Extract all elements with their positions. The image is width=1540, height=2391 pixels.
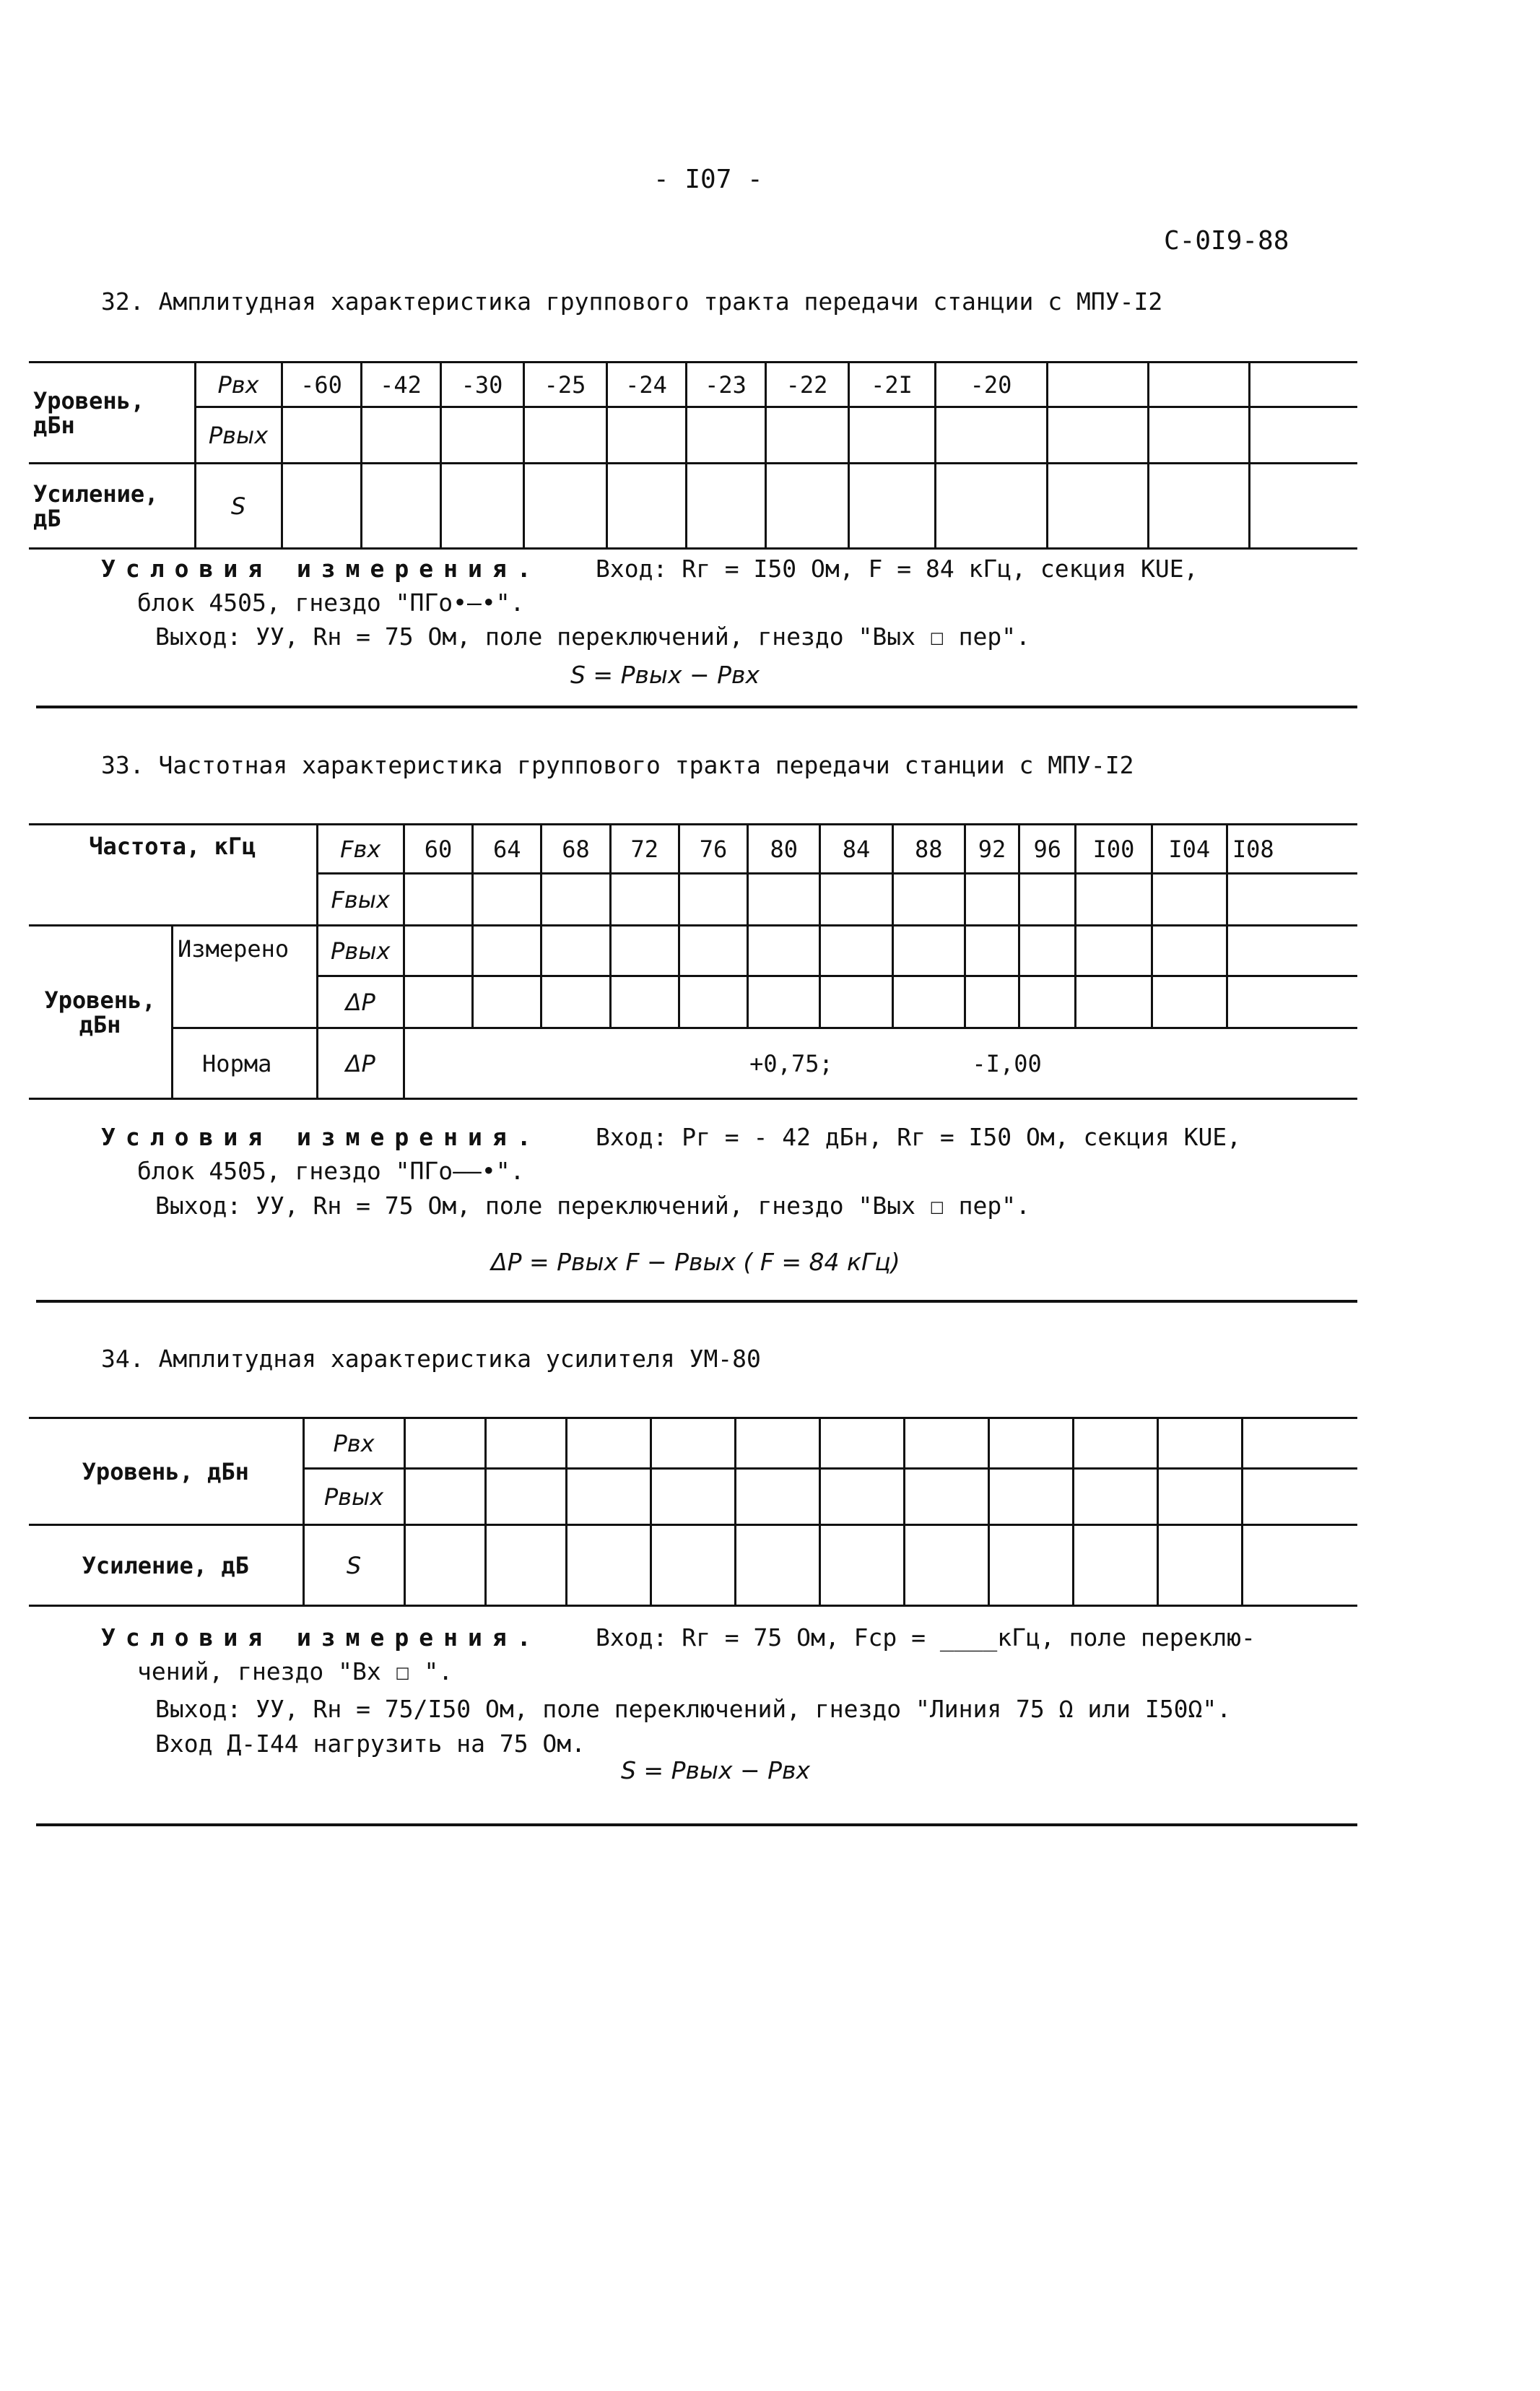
section-34-conditions-line2: чений, гнездо "Вх ☐ ". bbox=[137, 1657, 453, 1685]
output-cell bbox=[1073, 1469, 1157, 1525]
output-level-cell bbox=[1148, 407, 1249, 464]
p-out-cell bbox=[610, 926, 679, 976]
p-out-cell bbox=[679, 926, 747, 976]
input-cell bbox=[485, 1418, 566, 1469]
p-out-cell bbox=[748, 926, 820, 976]
measured-label: Измерено bbox=[173, 926, 318, 1028]
section-33-divider bbox=[36, 1300, 1357, 1303]
output-level-cell bbox=[1249, 407, 1357, 464]
f-out-cell bbox=[679, 874, 747, 926]
gain-cell bbox=[904, 1525, 988, 1606]
gain-cell bbox=[848, 464, 935, 549]
input-level-cell: -23 bbox=[686, 363, 765, 407]
delta-p-cell bbox=[404, 976, 472, 1028]
f-in-symbol: Fвх bbox=[317, 825, 404, 874]
frequency-cell: I04 bbox=[1152, 825, 1227, 874]
output-level-cell bbox=[523, 407, 606, 464]
f-out-cell bbox=[1019, 874, 1076, 926]
frequency-cell: 92 bbox=[965, 825, 1019, 874]
delta-p-symbol: ΔP bbox=[317, 976, 404, 1028]
delta-p-cell bbox=[965, 976, 1019, 1028]
output-level-cell bbox=[361, 407, 440, 464]
gain-cell bbox=[523, 464, 606, 549]
p-out-cell bbox=[404, 926, 472, 976]
section-32-conditions-line2: блок 4505, гнездо "ПГо•—•". bbox=[137, 589, 525, 617]
p-out-symbol: Pвых bbox=[317, 926, 404, 976]
input-level-cell: -2I bbox=[848, 363, 935, 407]
output-level-cell bbox=[440, 407, 523, 464]
frequency-cell: 80 bbox=[748, 825, 820, 874]
section-34-conditions-line4: Вход Д-I44 нагрузить на 75 Ом. bbox=[155, 1730, 586, 1758]
p-out-cell bbox=[1076, 926, 1152, 976]
input-cell bbox=[735, 1418, 819, 1469]
f-out-cell bbox=[748, 874, 820, 926]
input-cell bbox=[651, 1418, 735, 1469]
output-cell bbox=[735, 1469, 819, 1525]
input-level-cell bbox=[1249, 363, 1357, 407]
section-32-conditions-line1: Вход: Rг = I50 Ом, F = 84 кГц, секция KUE, bbox=[596, 555, 1198, 583]
input-level-cell: -30 bbox=[440, 363, 523, 407]
input-level-cell: -42 bbox=[361, 363, 440, 407]
frequency-cell: I08 bbox=[1227, 825, 1357, 874]
input-level-cell: -25 bbox=[523, 363, 606, 407]
frequency-cell: I00 bbox=[1076, 825, 1152, 874]
f-out-cell bbox=[820, 874, 892, 926]
f-out-cell bbox=[892, 874, 965, 926]
frequency-cell: 96 bbox=[1019, 825, 1076, 874]
delta-p-cell bbox=[473, 976, 541, 1028]
f-out-cell bbox=[473, 874, 541, 926]
page-number: - I07 - bbox=[653, 165, 763, 194]
section-32-conditions-heading: Условия измерения. bbox=[101, 555, 541, 583]
section-33-formula: ΔP = Pвых F − Pвых ( F = 84 кГц) bbox=[491, 1248, 900, 1276]
gain-cell bbox=[485, 1525, 566, 1606]
frequency-cell: 84 bbox=[820, 825, 892, 874]
output-cell bbox=[1157, 1469, 1242, 1525]
input-level-cell bbox=[1148, 363, 1249, 407]
gain-cell bbox=[1148, 464, 1249, 549]
delta-p-cell bbox=[892, 976, 965, 1028]
frequency-cell: 64 bbox=[473, 825, 541, 874]
output-level-cell bbox=[282, 407, 361, 464]
output-cell bbox=[819, 1469, 904, 1525]
gain-cell bbox=[735, 1525, 819, 1606]
output-cell bbox=[988, 1469, 1073, 1525]
frequency-cell: 76 bbox=[679, 825, 747, 874]
frequency-cell: 88 bbox=[892, 825, 965, 874]
delta-p-cell bbox=[1227, 976, 1357, 1028]
output-level-cell bbox=[606, 407, 686, 464]
delta-p-cell bbox=[1152, 976, 1227, 1028]
delta-p-cell bbox=[820, 976, 892, 1028]
gain-cell bbox=[361, 464, 440, 549]
f-out-cell bbox=[1076, 874, 1152, 926]
section-33-conditions-line3: Выход: УУ, Rн = 75 Ом, поле переключений, гнездо "Вых ☐ пер". bbox=[155, 1192, 1030, 1220]
section-32-table bbox=[29, 361, 1357, 550]
gain-cell bbox=[651, 1525, 735, 1606]
document-code: С-0I9-88 bbox=[1164, 226, 1289, 256]
section-32-conditions-line3: Выход: УУ, Rн = 75 Ом, поле переключений, гнездо "Вых ☐ пер". bbox=[155, 622, 1030, 651]
gain-row-label: Усиление, дБ bbox=[29, 464, 195, 549]
output-cell bbox=[1242, 1469, 1357, 1525]
section-33-conditions-heading: Условия измерения. bbox=[101, 1123, 541, 1151]
output-level-cell bbox=[1047, 407, 1148, 464]
section-32-formula: S = Pвых − Pвх bbox=[570, 661, 760, 689]
section-34-conditions-heading: Условия измерения. bbox=[101, 1623, 541, 1652]
output-level-cell bbox=[686, 407, 765, 464]
delta-p-cell bbox=[541, 976, 610, 1028]
input-level-cell: -24 bbox=[606, 363, 686, 407]
section-34-formula: S = Pвых − Pвх bbox=[621, 1756, 811, 1784]
input-cell bbox=[1157, 1418, 1242, 1469]
f-out-cell bbox=[404, 874, 472, 926]
norm-value: +0,75; -I,00 bbox=[404, 1028, 1357, 1099]
p-out-cell bbox=[892, 926, 965, 976]
input-level-cell bbox=[1047, 363, 1148, 407]
frequency-label: Частота, кГц bbox=[29, 825, 317, 926]
level-row-label: Уровень, дБн bbox=[29, 363, 195, 464]
input-cell bbox=[566, 1418, 651, 1469]
section-33-conditions-line2: блок 4505, гнездо "ПГо——•". bbox=[137, 1157, 525, 1185]
section-34-conditions-line3: Выход: УУ, Rн = 75/I50 Ом, поле переключений, гнездо "Линия 75 Ω или I50Ω". bbox=[155, 1695, 1232, 1723]
input-cell bbox=[404, 1418, 485, 1469]
gain-cell bbox=[935, 464, 1047, 549]
section-34-conditions-line1: Вход: Rг = 75 Ом, Fср = ____кГц, поле переклю- bbox=[596, 1623, 1256, 1652]
p-out-cell bbox=[1152, 926, 1227, 976]
section-33-conditions-line1: Вход: Pг = - 42 дБн, Rг = I50 Ом, секция KUE, bbox=[596, 1123, 1242, 1151]
p-out-symbol: Pвых bbox=[303, 1469, 404, 1525]
input-cell bbox=[988, 1418, 1073, 1469]
p-out-cell bbox=[1019, 926, 1076, 976]
gain-cell bbox=[1047, 464, 1148, 549]
delta-p-cell bbox=[679, 976, 747, 1028]
p-out-cell bbox=[473, 926, 541, 976]
output-cell bbox=[566, 1469, 651, 1525]
p-in-symbol: Pвх bbox=[303, 1418, 404, 1469]
section-34-divider bbox=[36, 1823, 1357, 1826]
f-out-cell bbox=[965, 874, 1019, 926]
f-out-cell bbox=[1152, 874, 1227, 926]
gain-cell bbox=[282, 464, 361, 549]
gain-symbol: S bbox=[195, 464, 282, 549]
output-cell bbox=[904, 1469, 988, 1525]
output-cell bbox=[404, 1469, 485, 1525]
delta-p-norm-symbol: ΔP bbox=[317, 1028, 404, 1099]
gain-cell bbox=[686, 464, 765, 549]
f-out-cell bbox=[1227, 874, 1357, 926]
output-level-cell bbox=[848, 407, 935, 464]
input-cell bbox=[1242, 1418, 1357, 1469]
p-out-symbol: Pвых bbox=[195, 407, 282, 464]
gain-cell bbox=[819, 1525, 904, 1606]
delta-p-cell bbox=[610, 976, 679, 1028]
output-cell bbox=[485, 1469, 566, 1525]
p-in-symbol: Pвх bbox=[195, 363, 282, 407]
delta-p-cell bbox=[1019, 976, 1076, 1028]
input-cell bbox=[819, 1418, 904, 1469]
level-label: Уровень, дБн bbox=[29, 1418, 303, 1525]
frequency-cell: 60 bbox=[404, 825, 472, 874]
p-out-cell bbox=[965, 926, 1019, 976]
gain-cell bbox=[440, 464, 523, 549]
delta-p-cell bbox=[748, 976, 820, 1028]
gain-symbol: S bbox=[303, 1525, 404, 1606]
gain-cell bbox=[988, 1525, 1073, 1606]
output-level-cell bbox=[935, 407, 1047, 464]
gain-label: Усиление, дБ bbox=[29, 1525, 303, 1606]
section-32-divider bbox=[36, 706, 1357, 708]
gain-cell bbox=[566, 1525, 651, 1606]
f-out-cell bbox=[541, 874, 610, 926]
gain-cell bbox=[765, 464, 848, 549]
p-out-cell bbox=[820, 926, 892, 976]
frequency-cell: 68 bbox=[541, 825, 610, 874]
level-label: Уровень, дБн bbox=[29, 926, 173, 1099]
delta-p-cell bbox=[1076, 976, 1152, 1028]
frequency-cell: 72 bbox=[610, 825, 679, 874]
input-level-cell: -22 bbox=[765, 363, 848, 407]
section-33-title: 33. Частотная характеристика группового тракта передачи станции с МПУ-I2 bbox=[101, 751, 1134, 779]
section-34-table bbox=[29, 1417, 1357, 1607]
norm-label: Норма bbox=[173, 1028, 318, 1099]
gain-cell bbox=[1249, 464, 1357, 549]
gain-cell bbox=[404, 1525, 485, 1606]
f-out-symbol: Fвых bbox=[317, 874, 404, 926]
section-32-title: 32. Амплитудная характеристика группового тракта передачи станции с МПУ-I2 bbox=[101, 287, 1163, 316]
section-34-title: 34. Амплитудная характеристика усилителя УМ-80 bbox=[101, 1345, 761, 1373]
output-level-cell bbox=[765, 407, 848, 464]
input-level-cell: -20 bbox=[935, 363, 1047, 407]
gain-cell bbox=[1073, 1525, 1157, 1606]
output-cell bbox=[651, 1469, 735, 1525]
p-out-cell bbox=[1227, 926, 1357, 976]
f-out-cell bbox=[610, 874, 679, 926]
input-cell bbox=[904, 1418, 988, 1469]
input-level-cell: -60 bbox=[282, 363, 361, 407]
gain-cell bbox=[1242, 1525, 1357, 1606]
p-out-cell bbox=[541, 926, 610, 976]
input-cell bbox=[1073, 1418, 1157, 1469]
section-33-table bbox=[29, 823, 1357, 1100]
gain-cell bbox=[606, 464, 686, 549]
gain-cell bbox=[1157, 1525, 1242, 1606]
